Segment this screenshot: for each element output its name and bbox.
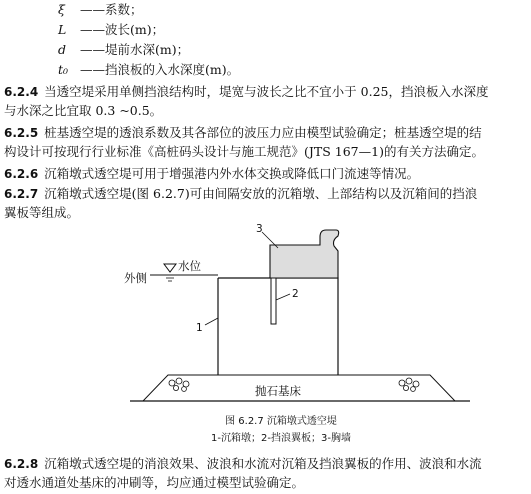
wave-wing-plate [271, 278, 276, 324]
definition-dash: —— [80, 42, 105, 57]
clause-number: 6.2.5 [4, 126, 39, 140]
clause-text: 桩基透空堤的透浪系数及其各部位的波压力应由模型试验确定；桩基透空堤的结 [44, 125, 482, 140]
clause-text: 沉箱墩式透空堤可用于增强港内外水体交换或降低口门流速等情况。 [44, 166, 420, 181]
clause-text: 沉箱墩式透空堤的消浪效果、波浪和水流对沉箱及挡浪翼板的作用、波浪和水流 [44, 456, 482, 471]
clause-text: 翼板等组成。 [4, 205, 80, 220]
callout-leader-2 [276, 294, 290, 300]
caisson-pier [218, 278, 338, 375]
clause-number: 6.2.4 [4, 85, 39, 99]
clause-6-2-8-line2 [4, 475, 304, 491]
definition-dash: —— [80, 62, 105, 77]
definition-text: 波长(m)； [105, 22, 165, 37]
definition-text: 系数； [105, 2, 143, 17]
outer-side-label: 外侧 [124, 271, 147, 285]
water-level-label: 水位 [178, 259, 201, 273]
definition-symbol: L [58, 22, 67, 37]
clause-number: 6.2.6 [4, 167, 39, 181]
water-level-marker-icon [164, 264, 176, 272]
definition-dash: —— [80, 2, 105, 17]
clause-text: 与水深之比宜取 0.3 ~0.5。 [4, 103, 163, 118]
callout-1: 1 [196, 322, 203, 334]
figure-legend: 1-沉箱墩；2-挡浪翼板；3-胸墙 [211, 433, 351, 444]
definition-text: 挡浪板的入水深度(m)。 [105, 62, 240, 77]
definition-text: 堤前水深(m)； [105, 42, 190, 57]
clause-text: 当透空堤采用单侧挡浪结构时，堤宽与波长之比不宜小于 0.25，挡浪板入水深度 [44, 84, 489, 99]
definition-dash: —— [80, 22, 105, 37]
clause-text: 构设计可按现行行业标准《高桩码头设计与施工规范》(JTS 167—1)的有关方法确定。 [4, 144, 484, 159]
callout-leader-1 [205, 318, 218, 325]
definition-symbol: t₀ [58, 62, 69, 77]
callout-2: 2 [292, 288, 299, 300]
definition-symbol: d [58, 42, 67, 57]
callout-3: 3 [256, 223, 263, 235]
clause-6-2-8-line1 [4, 456, 482, 472]
figure-caption: 图 6.2.7 沉箱墩式透空堤 [225, 416, 337, 427]
clause-text: 对透水通道处基床的冲刷等，均应通过模型试验确定。 [4, 475, 305, 490]
clause-text: 沉箱墩式透空堤(图 6.2.7)可由间隔安放的沉箱墩、上部结构以及沉箱间的挡浪 [44, 186, 478, 201]
clause-number: 6.2.8 [4, 457, 39, 471]
rubble-bed-label: 抛石基床 [255, 384, 301, 398]
breast-wall [270, 230, 339, 278]
definition-symbol: ξ [58, 2, 65, 17]
clause-number: 6.2.7 [4, 187, 39, 201]
